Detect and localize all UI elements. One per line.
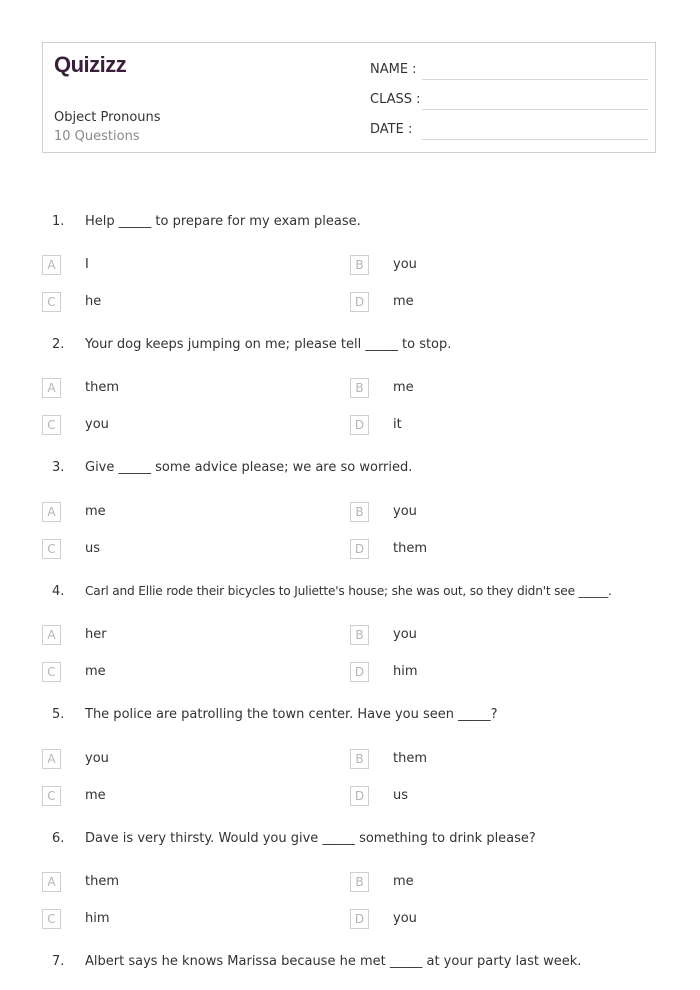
option-letter-box: A xyxy=(42,378,61,398)
name-line[interactable] xyxy=(422,79,648,80)
question-4 xyxy=(0,584,700,604)
option-text: us xyxy=(393,788,409,803)
option-text: you xyxy=(393,911,417,926)
question-1 xyxy=(0,214,700,234)
name-field[interactable] xyxy=(370,60,648,80)
option-text: them xyxy=(393,541,427,556)
question-text: Help _____ to prepare for my exam please. xyxy=(85,214,361,229)
option-letter-box: D xyxy=(350,786,369,806)
class-field[interactable] xyxy=(370,90,648,110)
option-text: I xyxy=(85,257,89,272)
option-text: you xyxy=(85,417,109,432)
question-text: Your dog keeps jumping on me; please tell _____ to stop. xyxy=(85,337,452,352)
option-letter-box: D xyxy=(350,662,369,682)
option-letter-box: A xyxy=(42,872,61,892)
option-letter-box: A xyxy=(42,255,61,275)
option-text: them xyxy=(393,751,427,766)
question-text: Carl and Ellie rode their bicycles to Juliette's house; she was out, so they didn't see _____. xyxy=(85,584,612,598)
option-letter-box: B xyxy=(350,502,369,522)
option-letter-box: D xyxy=(350,415,369,435)
option-text: them xyxy=(85,874,119,889)
quizizz-logo: Quizizz xyxy=(54,52,127,77)
option-letter-box: C xyxy=(42,786,61,806)
option-letter-box: B xyxy=(350,625,369,645)
option-letter-box: C xyxy=(42,662,61,682)
question-2 xyxy=(0,337,700,357)
question-5 xyxy=(0,707,700,727)
option-text: me xyxy=(85,664,106,679)
option-text: you xyxy=(85,751,109,766)
option-text: him xyxy=(85,911,110,926)
date-field[interactable] xyxy=(370,120,648,140)
question-6 xyxy=(0,831,700,851)
option-text: he xyxy=(85,294,102,309)
option-text: you xyxy=(393,257,417,272)
question-number: 1. xyxy=(52,214,65,229)
question-text: The police are patrolling the town center. Have you seen _____? xyxy=(85,707,498,722)
option-letter-box: D xyxy=(350,292,369,312)
question-text: Dave is very thirsty. Would you give _____ something to drink please? xyxy=(85,831,536,846)
question-number: 7. xyxy=(52,954,65,969)
option-text: me xyxy=(393,294,414,309)
question-number: 3. xyxy=(52,460,65,475)
worksheet-title: Object Pronouns xyxy=(54,110,161,125)
option-text: me xyxy=(393,380,414,395)
option-text: me xyxy=(85,788,106,803)
date-label: DATE : xyxy=(370,122,413,137)
option-text: us xyxy=(85,541,101,556)
option-letter-box: A xyxy=(42,502,61,522)
option-letter-box: C xyxy=(42,292,61,312)
option-letter-box: B xyxy=(350,872,369,892)
option-text: them xyxy=(85,380,119,395)
option-text: it xyxy=(393,417,402,432)
option-letter-box: A xyxy=(42,749,61,769)
class-label: CLASS : xyxy=(370,92,421,107)
question-number: 4. xyxy=(52,584,65,599)
option-text: you xyxy=(393,627,417,642)
date-line[interactable] xyxy=(422,139,648,140)
option-letter-box: C xyxy=(42,415,61,435)
class-line[interactable] xyxy=(422,109,648,110)
option-letter-box: A xyxy=(42,625,61,645)
question-text: Give _____ some advice please; we are so worried. xyxy=(85,460,413,475)
question-number: 6. xyxy=(52,831,65,846)
option-letter-box: D xyxy=(350,909,369,929)
option-text: him xyxy=(393,664,418,679)
option-letter-box: B xyxy=(350,749,369,769)
option-text: me xyxy=(393,874,414,889)
question-number: 5. xyxy=(52,707,65,722)
question-count: 10 Questions xyxy=(54,129,140,144)
option-letter-box: B xyxy=(350,255,369,275)
option-text: her xyxy=(85,627,107,642)
option-letter-box: B xyxy=(350,378,369,398)
option-text: you xyxy=(393,504,417,519)
option-letter-box: D xyxy=(350,539,369,559)
question-number: 2. xyxy=(52,337,65,352)
question-3 xyxy=(0,460,700,480)
option-text: me xyxy=(85,504,106,519)
option-letter-box: C xyxy=(42,539,61,559)
question-text: Albert says he knows Marissa because he met _____ at your party last week. xyxy=(85,954,582,969)
name-label: NAME : xyxy=(370,62,417,77)
option-letter-box: C xyxy=(42,909,61,929)
worksheet-header xyxy=(42,42,656,153)
question-7 xyxy=(0,954,700,974)
